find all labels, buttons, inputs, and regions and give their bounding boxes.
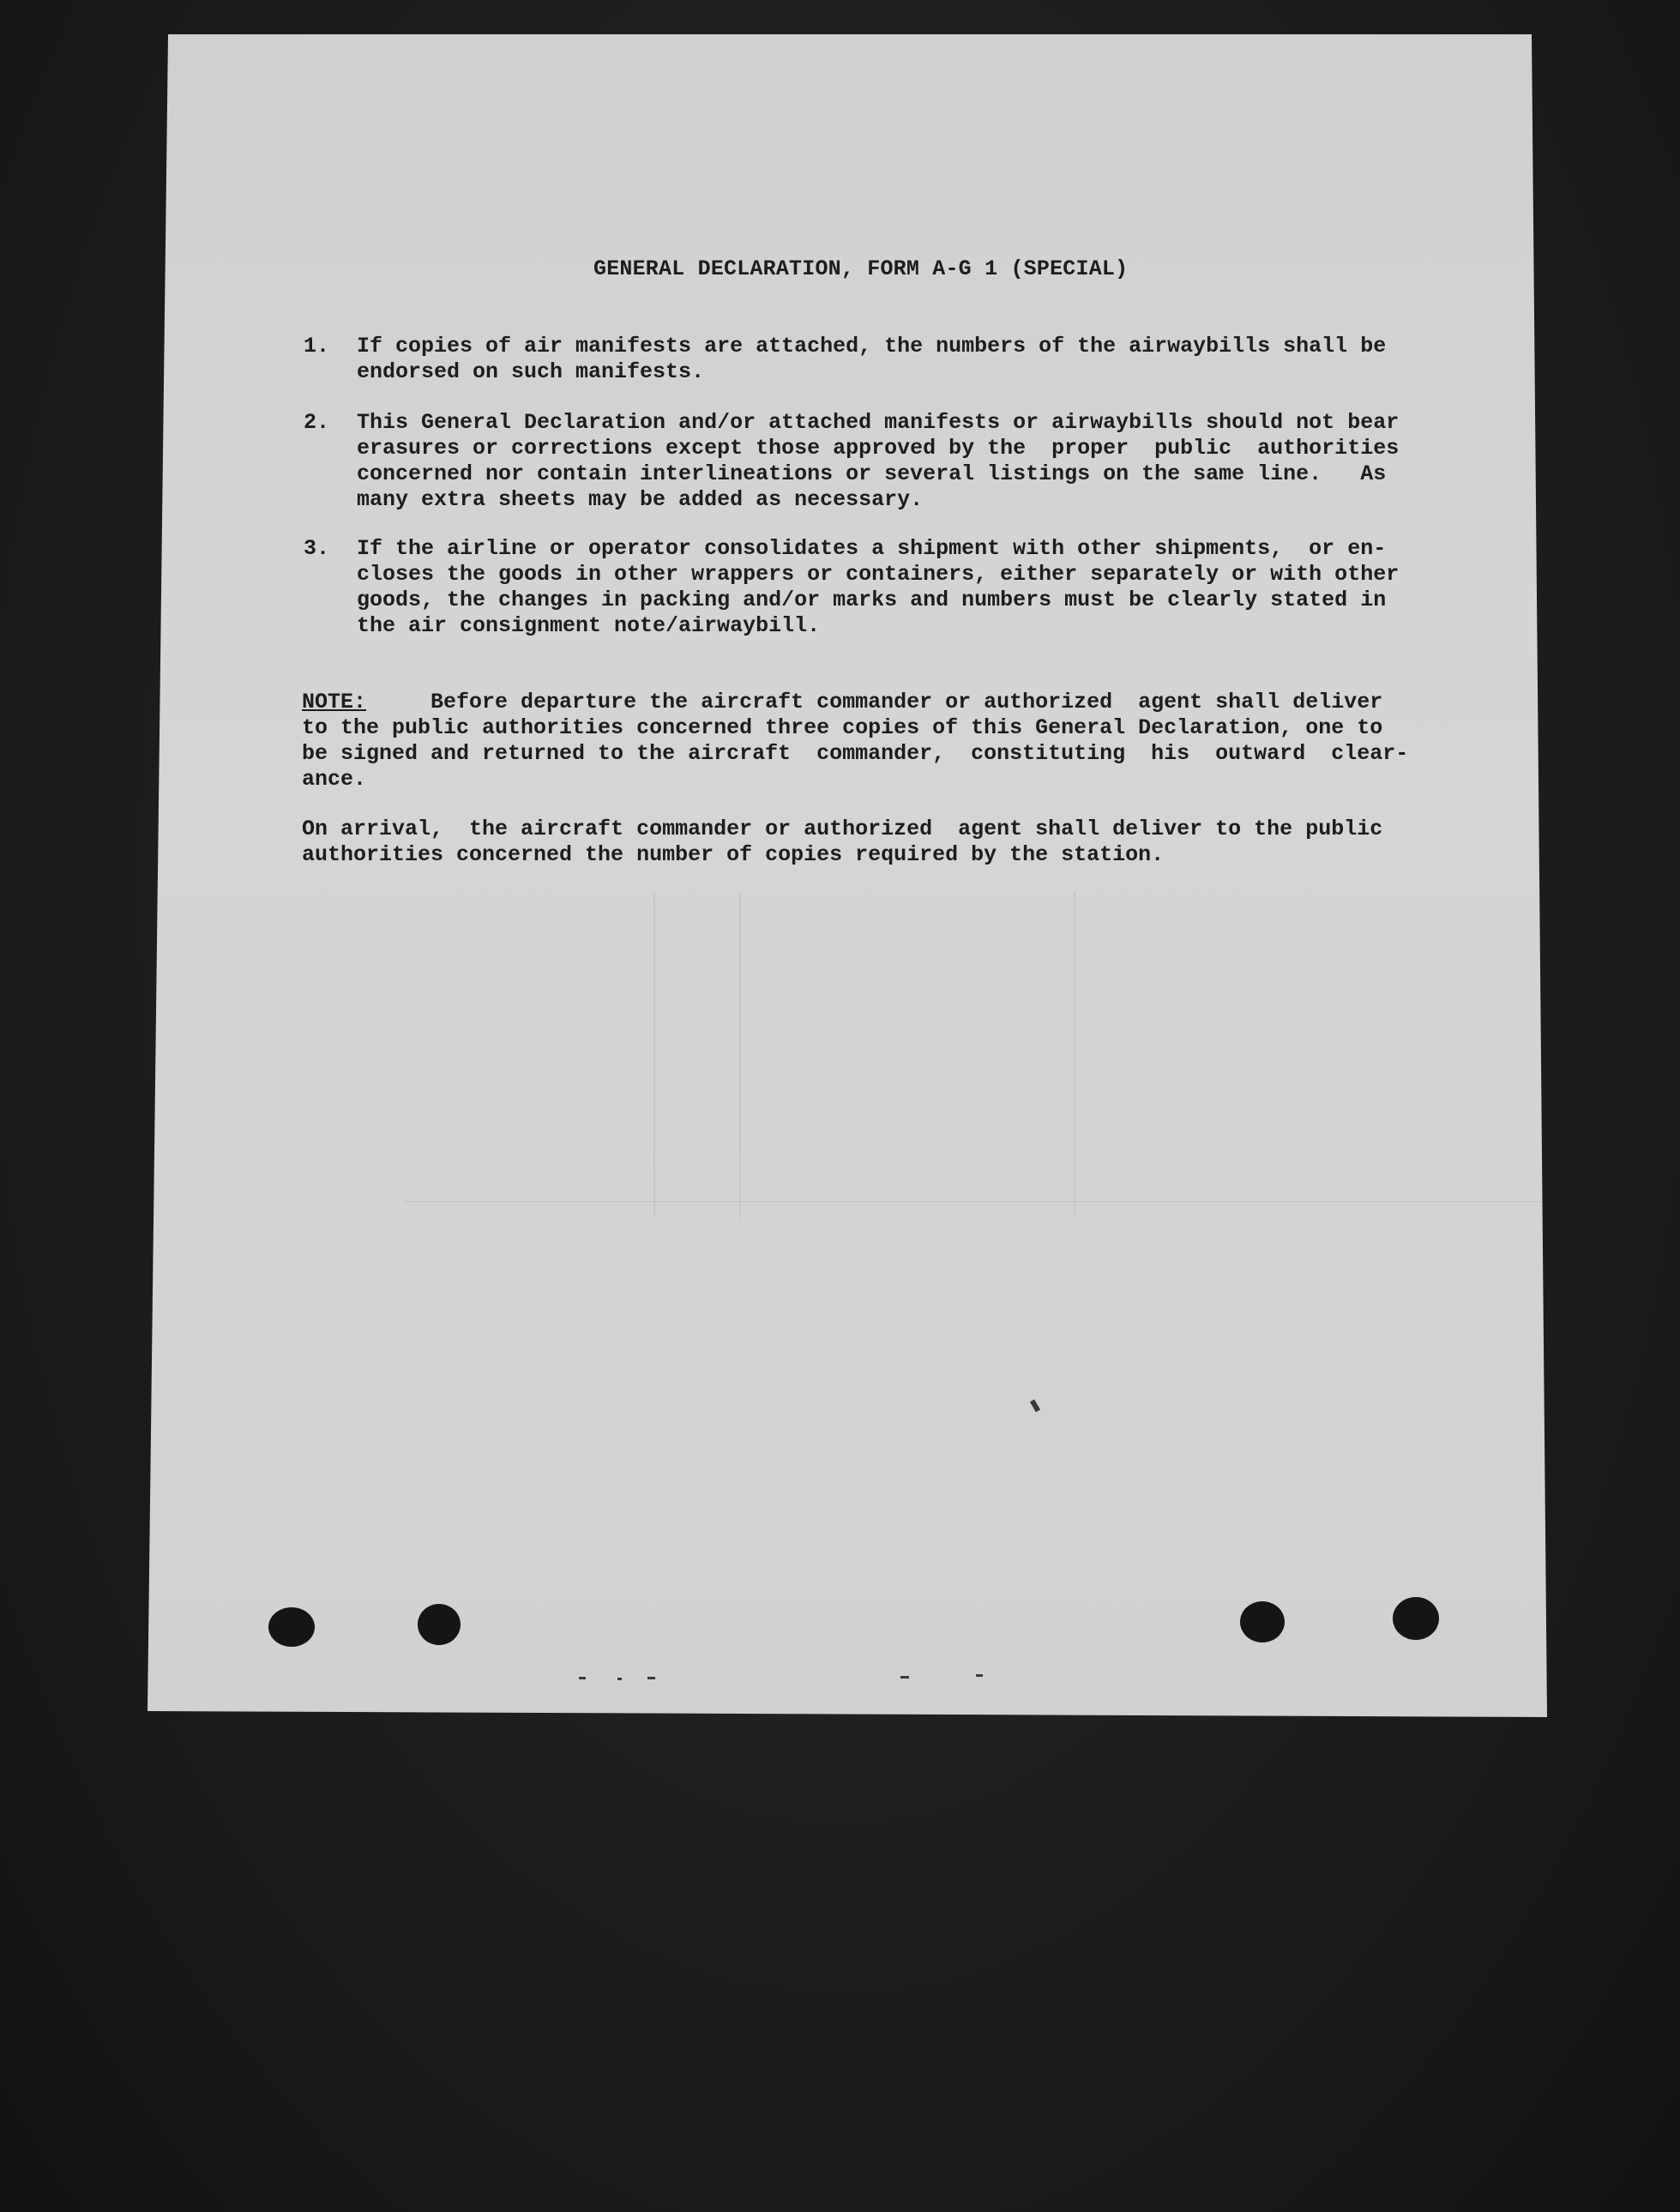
speck-mark: [976, 1674, 983, 1677]
item-1-text: [357, 334, 1386, 385]
text-line: to the public authorities concerned three copies of this General Declaration, one to: [302, 715, 1383, 740]
punch-hole: [1393, 1597, 1439, 1640]
text-line: be signed and returned to the aircraft commander, constituting his outward clear-: [302, 741, 1409, 766]
item-number: 2.: [304, 410, 330, 435]
text-line: the air consignment note/airwaybill.: [357, 613, 821, 638]
item-3-text: [357, 536, 1399, 639]
text-line: endorsed on such manifests.: [357, 359, 705, 384]
speck-mark: [579, 1677, 586, 1679]
item-number: 3.: [304, 536, 330, 561]
text-line: This General Declaration and/or attached manifests or airwaybills should not bear: [357, 410, 1400, 435]
item-2-text: [357, 410, 1399, 513]
text-line: concerned nor contain interlineations or several listings on the same line. As: [357, 461, 1387, 486]
item-number: 1.: [304, 334, 330, 359]
text-line: If copies of air manifests are attached, the numbers of the airwaybills shall be: [357, 334, 1387, 359]
arrival-paragraph: [302, 817, 1382, 868]
speck-mark: [647, 1677, 655, 1679]
bleed-through-line: [653, 892, 655, 1218]
punch-hole: [1240, 1601, 1285, 1642]
text-line: ance.: [302, 767, 367, 792]
bleed-through-line: [1074, 892, 1075, 1218]
note-label: NOTE:: [302, 690, 367, 714]
speck-mark: [900, 1676, 909, 1679]
note-paragraph: [302, 690, 1408, 793]
speck-mark: [617, 1678, 622, 1680]
document-page: [148, 34, 1547, 1717]
punch-hole: [418, 1604, 461, 1645]
text-line: Before departure the aircraft commander or authorized agent shall deliver: [366, 690, 1383, 714]
text-line: authorities concerned the number of copies required by the station.: [302, 842, 1165, 867]
text-line: On arrival, the aircraft commander or authorized agent shall deliver to the public: [302, 817, 1383, 841]
document-title: GENERAL DECLARATION, FORM A-G 1 (SPECIAL): [593, 256, 1129, 281]
text-line: goods, the changes in packing and/or marks and numbers must be clearly stated in: [357, 588, 1387, 612]
punch-hole: [268, 1607, 315, 1647]
text-line: erasures or corrections except those approved by the proper public authorities: [357, 436, 1400, 461]
text-line: If the airline or operator consolidates a shipment with other shipments, or en-: [357, 536, 1387, 561]
text-line: many extra sheets may be added as necessary.: [357, 487, 924, 512]
text-line: closes the goods in other wrappers or containers, either separately or with other: [357, 562, 1400, 587]
bleed-through-line: [739, 892, 741, 1218]
